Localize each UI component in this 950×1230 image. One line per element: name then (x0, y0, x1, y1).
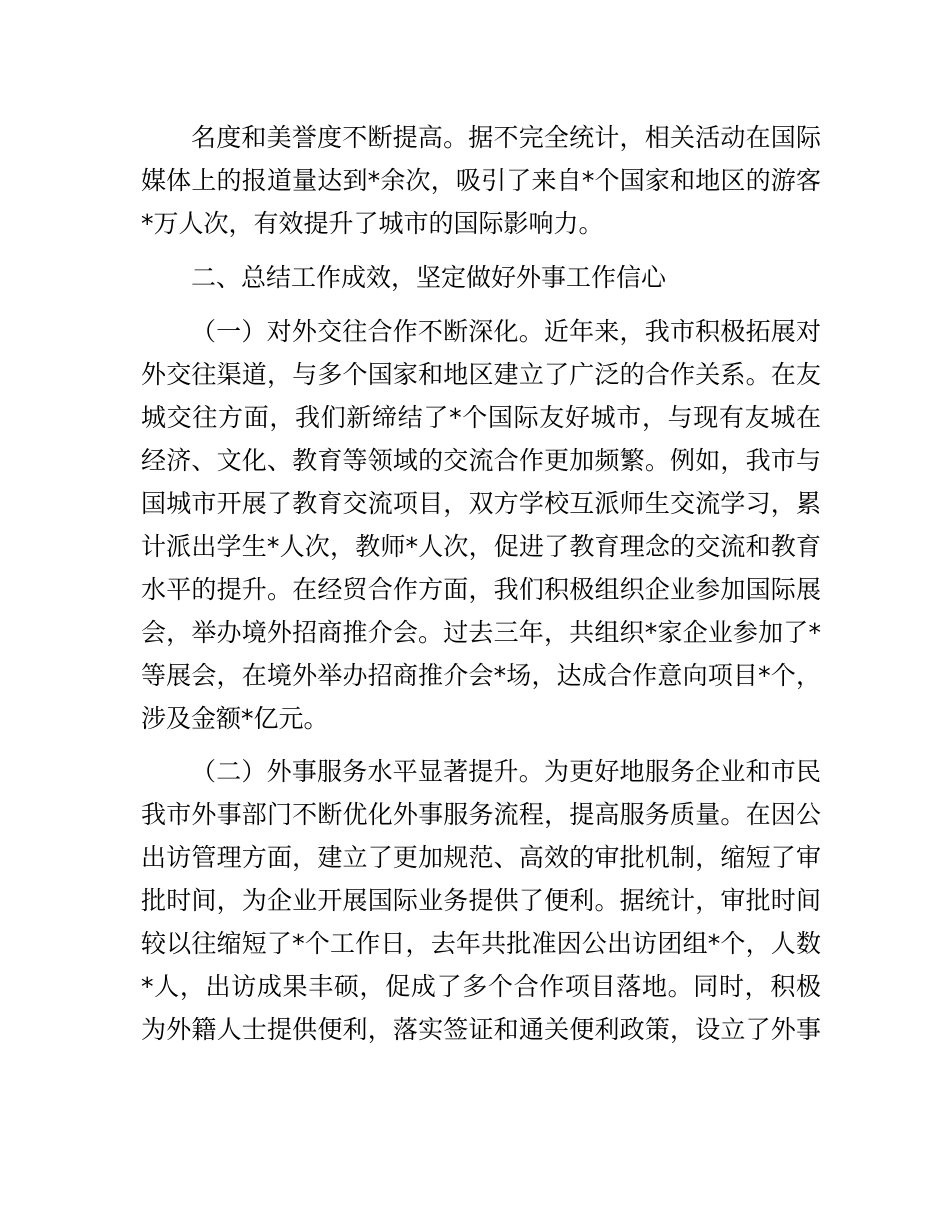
paragraph-line-17: 出访管理方面，建立了更加规范、高效的审批机制，缩短了审 (141, 843, 821, 872)
section-heading: 二、总结工作成效，坚定做好外事工作信心 (191, 263, 667, 292)
paragraph-line-7: 城交往方面，我们新缔结了*个国际友好城市，与现有友城在 (141, 403, 821, 432)
paragraph-line-8: 经济、文化、教育等领域的交流合作更加频繁。例如，我市与 (141, 446, 821, 475)
paragraph-line-5: （一）对外交往合作不断深化。近年来，我市积极拓展对 (191, 317, 821, 346)
paragraph-line-11: 水平的提升。在经贸合作方面，我们积极组织企业参加国际展 (141, 575, 821, 604)
paragraph-line-13: 等展会，在境外举办招商推介会*场，达成合作意向项目*个， (141, 661, 821, 690)
paragraph-line-21: 为外籍人士提供便利，落实签证和通关便利政策，设立了外事 (141, 1015, 821, 1044)
paragraph-line-18: 批时间，为企业开展国际业务提供了便利。据统计，审批时间 (141, 886, 821, 915)
paragraph-line-15: （二）外事服务水平显著提升。为更好地服务企业和市民 (191, 757, 821, 786)
paragraph-line-1: 名度和美誉度不断提高。据不完全统计，相关活动在国际 (191, 123, 821, 152)
paragraph-line-10: 计派出学生*人次，教师*人次，促进了教育理念的交流和教育 (141, 532, 821, 561)
paragraph-line-6: 外交往渠道，与多个国家和地区建立了广泛的合作关系。在友 (141, 360, 821, 389)
paragraph-line-14: 涉及金额*亿元。 (141, 704, 329, 733)
paragraph-line-2: 媒体上的报道量达到*余次，吸引了来自*个国家和地区的游客 (141, 166, 821, 195)
paragraph-line-20: *人，出访成果丰硕，促成了多个合作项目落地。同时，积极 (141, 972, 821, 1001)
paragraph-line-12: 会，举办境外招商推介会。过去三年，共组织*家企业参加了* (141, 618, 821, 647)
paragraph-line-19: 较以往缩短了*个工作日，去年共批准因公出访团组*个，人数 (141, 929, 821, 958)
paragraph-line-3: *万人次，有效提升了城市的国际影响力。 (141, 209, 604, 238)
paragraph-line-16: 我市外事部门不断优化外事服务流程，提高服务质量。在因公 (141, 800, 821, 829)
paragraph-line-9: 国城市开展了教育交流项目，双方学校互派师生交流学习，累 (141, 489, 821, 518)
